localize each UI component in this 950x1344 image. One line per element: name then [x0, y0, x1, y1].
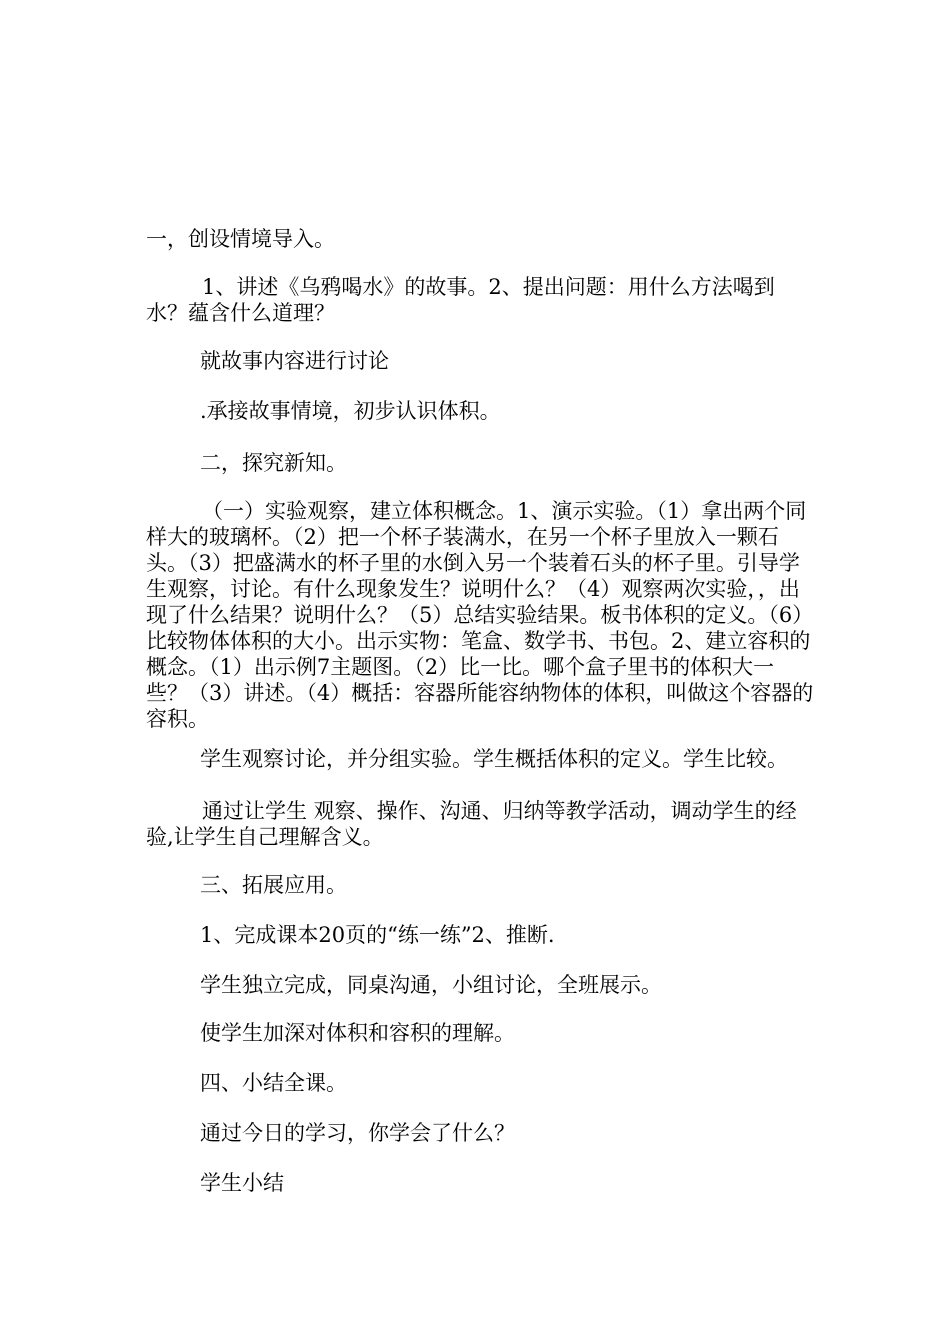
paragraph-transition: .承接故事情境，初步认识体积。	[200, 399, 501, 423]
paragraph-design-intent: 通过让学生 观察、操作、沟通、归纳等教学活动，调动学生的经验,让学生自己理解含义。	[146, 799, 797, 849]
paragraph-experiment: （一）实验观察，建立体积概念。1、演示实验。（1）拿出两个同样大的玻璃杯。（2）把一个杯子装满水，在另一个杯子里放入一颗石头。（3）把盛满水的杯子里的水倒入另一个装着石头的杯子里。引导学生观察，讨论。有什么现象发生？说明什么？（4）观察两次实验，，出现了什么结果？说明什么？（5）总结实验结果。板书体积的定义。（6）比较物体体积的大小。出示实物：笔盒、数学书、书包。2、建立容积的概念。（1）出示例7主题图。（2）比一比。哪个盒子里书的体积大一些？（3）讲述。（4）概括：容器所能容纳物体的体积，叫做这个容器的容积。	[146, 499, 814, 731]
paragraph-discussion: 就故事内容进行讨论	[200, 349, 389, 373]
paragraph-summary: 学生小结	[200, 1171, 284, 1195]
paragraph-student-independent: 学生独立完成，同桌沟通，小组讨论，全班展示。	[200, 973, 662, 997]
paragraph-exercise: 1、完成课本20页的“练一练”2、推断.	[200, 923, 555, 947]
section-heading-3: 三、拓展应用。	[200, 873, 347, 897]
section-heading-2: 二，探究新知。	[200, 451, 347, 475]
paragraph-student-activity: 学生观察讨论，并分组实验。学生概括体积的定义。学生比较。	[200, 747, 788, 771]
paragraph-story: 1、讲述《乌鸦喝水》的故事。2、提出问题：用什么方法喝到水？蕴含什么道理？	[146, 275, 775, 325]
section-heading-1: 一，创设情境导入。	[146, 227, 335, 251]
paragraph-deepen: 使学生加深对体积和容积的理解。	[200, 1021, 515, 1045]
section-heading-4: 四、小结全课。	[200, 1071, 347, 1095]
paragraph-question: 通过今日的学习，你学会了什么？	[200, 1121, 515, 1145]
